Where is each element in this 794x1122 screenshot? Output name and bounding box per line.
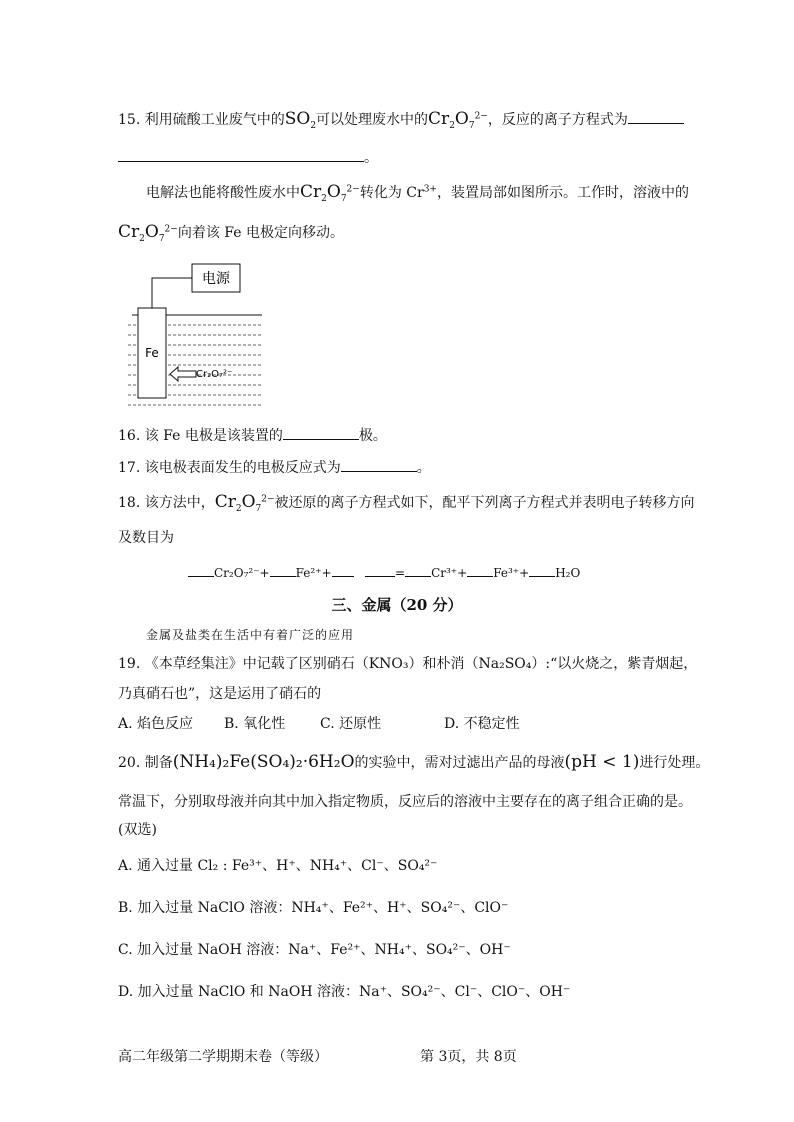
dichromate-sub2-3: 2 <box>139 233 145 244</box>
q15-text: 15. 利用硫酸工业废气中的 <box>118 112 285 128</box>
cr3-charge: 3+ <box>423 184 437 195</box>
q18-equation <box>188 561 580 583</box>
q19-option-b[interactable]: B. 氧化性 <box>224 716 286 732</box>
electrolysis-line2 <box>118 222 344 243</box>
dichromate-o-4: O <box>241 492 256 512</box>
dichromate-sub2: 2 <box>449 120 455 131</box>
q18-text: 18. 该方法中， <box>118 495 215 511</box>
electrolysis-text: 电解法也能将酸性废水中 <box>146 185 300 201</box>
electrolysis-text-3: ，装置局部如图所示。工作时，溶液中的 <box>436 185 689 201</box>
q18-text-post: 被还原的离子方程式如下，配平下列离子方程式并表明电子转移方向 <box>274 495 695 511</box>
q15-line1 <box>118 108 684 130</box>
q19-option-d[interactable]: D. 不稳定性 <box>444 716 520 732</box>
so2-formula: SO <box>284 109 311 129</box>
q18-line1 <box>118 492 695 513</box>
dichromate-cr-4: Cr <box>214 492 236 512</box>
q18-line2 <box>118 528 174 548</box>
dichromate-cr: Cr <box>428 109 450 129</box>
q15-line2 <box>118 146 378 168</box>
footer-page-number: 第 3页，共 8页 <box>420 1049 517 1065</box>
q15-text-post: ，反应的离子方程式为 <box>487 112 628 128</box>
q20-option-c[interactable]: C. 加入过量 NaOH 溶液：Na⁺、Fe²⁺、NH₄⁺、SO₄²⁻、OH⁻ <box>118 942 511 958</box>
q20-text-mid: 的实验中，需对过滤出产品的母液 <box>354 755 565 771</box>
eq-term-4: Cr³⁺+ <box>431 566 468 580</box>
q15-text-mid: 可以处理废水中的 <box>316 112 429 128</box>
q20-line3: (双选) <box>118 822 157 838</box>
fe-label: Fe <box>145 346 159 360</box>
section-heading: 三、金属（20 分） <box>331 596 463 614</box>
q19-line1: 19. 《本草经集注》中记载了区别硝石（KNO₃）和朴消（Na₂SO₄）:“以火烧之，紫青烟起， <box>118 656 698 672</box>
q17-text: 17. 该电极表面发生的电极反应式为 <box>118 460 341 476</box>
eq-term-2: Fe²⁺+ <box>295 566 332 580</box>
coef-blank-4[interactable] <box>405 561 431 577</box>
q19-line2: 乃真硝石也”，这是运用了硝石的 <box>118 686 322 702</box>
dichromate-o-3: O <box>144 222 159 242</box>
coef-blank-5[interactable] <box>467 561 493 577</box>
eq-equals: = <box>395 566 406 580</box>
q20-option-b[interactable]: B. 加入过量 NaClO 溶液：NH₄⁺、Fe²⁺、H⁺、SO₄²⁻、ClO⁻ <box>118 900 509 916</box>
section-intro: 金属及盐类在生活中有着广泛的应用 <box>146 628 355 642</box>
footer-exam-title: 高二年级第二学期期末卷（等级） <box>118 1049 328 1065</box>
eq-term-1: Cr₂O₇²⁻+ <box>214 566 270 580</box>
electrolysis-line1 <box>146 182 689 203</box>
dichromate-charge: 2− <box>474 111 488 122</box>
coef-blank-6[interactable] <box>529 561 555 577</box>
dichromate-sub2-4: 2 <box>235 503 242 514</box>
eq-term-6: H₂O <box>555 566 581 580</box>
q16-answer-blank[interactable] <box>283 424 359 440</box>
coef-blank-2[interactable] <box>270 561 296 577</box>
dichromate-charge-2: 2− <box>346 184 360 195</box>
q16-text: 16. 该 Fe 电极是该装置的 <box>118 428 283 444</box>
eq-term-5: Fe³⁺+ <box>493 566 530 580</box>
q18-text-line2: 及数目为 <box>118 530 174 546</box>
dichromate-sub7-4: 7 <box>255 503 262 514</box>
q17-post: 。 <box>416 460 431 476</box>
q19-option-a[interactable]: A. 焰色反应 <box>118 716 194 732</box>
q17 <box>118 456 431 478</box>
electrolysis-text-4: 向着该 Fe 电极定向移动。 <box>177 225 344 241</box>
power-box <box>192 264 240 292</box>
dichromate-sub7-2: 7 <box>340 193 347 204</box>
ion-label: Cr₂O₇²⁻ <box>196 369 233 380</box>
electrolysis-text-2: 转化为 Cr <box>359 185 424 201</box>
arrow-icon <box>170 367 196 381</box>
reactant-blank[interactable] <box>332 561 354 577</box>
wire <box>152 278 192 308</box>
q17-answer-blank[interactable] <box>341 456 417 472</box>
dichromate-sub7: 7 <box>468 120 475 131</box>
dichromate-sub2-2: 2 <box>321 193 327 204</box>
q15-answer-blank-2[interactable] <box>118 146 364 162</box>
q20-ph: (pH < 1) <box>564 752 640 772</box>
dichromate-o: O <box>454 109 469 129</box>
so2-subscript: 2 <box>310 120 317 131</box>
q20-line2: 常温下，分别取母液并向其中加入指定物质，反应后的溶液中主要存在的离子组合正确的是。 <box>118 794 692 810</box>
dichromate-charge-4: 2− <box>261 494 275 505</box>
q20-option-a[interactable]: A. 通入过量 Cl₂ : Fe³⁺、H⁺、NH₄⁺、Cl⁻、SO₄²⁻ <box>118 858 438 874</box>
coef-blank-1[interactable] <box>188 561 214 577</box>
dichromate-cr-2: Cr <box>300 182 322 202</box>
q20-text: 20. 制备 <box>118 755 173 771</box>
q15-answer-blank-1[interactable] <box>628 108 684 124</box>
electrolysis-diagram <box>124 262 274 412</box>
q20-text-post: 进行处理。 <box>639 755 710 771</box>
q16 <box>118 424 387 446</box>
dichromate-sub7-3: 7 <box>158 233 165 244</box>
dichromate-charge-3: 2− <box>164 224 178 235</box>
coef-blank-3[interactable] <box>365 561 395 577</box>
q20-formula: (NH₄)₂Fe(SO₄)₂·6H₂O <box>172 752 355 772</box>
q15-end: 。 <box>364 150 378 166</box>
dichromate-cr-3: Cr <box>118 222 140 242</box>
q20-line1 <box>118 752 709 773</box>
q19-option-c[interactable]: C. 还原性 <box>320 716 382 732</box>
power-label: 电源 <box>202 271 230 287</box>
dichromate-o-2: O <box>326 182 341 202</box>
q16-post: 极。 <box>358 428 387 444</box>
q20-option-d[interactable]: D. 加入过量 NaClO 和 NaOH 溶液：Na⁺、SO₄²⁻、Cl⁻、ClO⁻、OH⁻ <box>118 984 571 1000</box>
